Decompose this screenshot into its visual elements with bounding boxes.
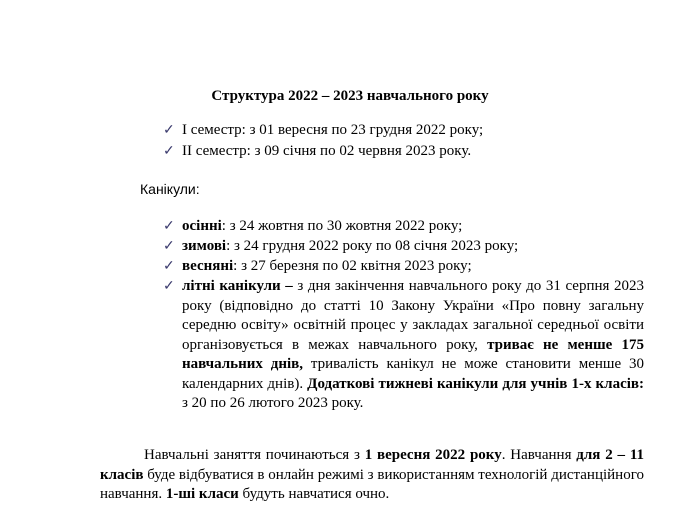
holidays-heading: Канікули: bbox=[140, 181, 200, 197]
checkmark-icon: ✓ bbox=[163, 144, 175, 159]
para-text-2: . Навчання bbox=[501, 447, 577, 463]
holiday-spring bbox=[182, 257, 472, 276]
page-title: Структура 2022 – 2023 навчального року bbox=[211, 88, 489, 104]
holiday-winter bbox=[182, 237, 518, 256]
para-text-1: Навчальні заняття починаються з bbox=[144, 447, 365, 463]
semester-2: ІІ семестр: з 09 січня по 02 червня 2023 року. bbox=[182, 143, 472, 159]
summer-bold-1: триває не менше 175 навчальних днів, bbox=[182, 336, 644, 372]
para-text-4: будуть навчатися очно. bbox=[238, 486, 390, 502]
checkmark-icon: ✓ bbox=[163, 123, 175, 138]
classes-start-paragraph bbox=[100, 446, 644, 505]
para-bold-2: для 2 – 11 класів bbox=[100, 447, 644, 483]
checkmark-icon: ✓ bbox=[163, 219, 175, 234]
holiday-name: зимові bbox=[182, 238, 227, 254]
para-bold-1: 1 вересня 2022 року bbox=[364, 447, 502, 463]
checkmark-icon: ✓ bbox=[163, 239, 175, 254]
summer-text-1: з дня закінчення навчального року до 31 серпня 2023 року (відповідно до статті 10 Закону України «Про повну загальну середню освіту» освітній процес у закладах загальної середньої освіти організовується в межах навчального року, bbox=[182, 278, 644, 353]
holiday-dates: : з 27 березня по 02 квітня 2023 року; bbox=[233, 258, 472, 274]
holiday-dates: : з 24 жовтня по 30 жовтня 2022 року; bbox=[221, 218, 463, 234]
holiday-name: весняні bbox=[182, 258, 234, 274]
para-text-3: буде відбуватися в онлайн режимі з використанням технологій дистанційного навчання. bbox=[100, 466, 644, 502]
checkmark-icon: ✓ bbox=[163, 279, 175, 294]
checkmark-icon: ✓ bbox=[163, 259, 175, 274]
summer-text-3: з 20 по 26 лютого 2023 року. bbox=[182, 395, 364, 411]
holiday-name: осінні bbox=[182, 218, 222, 234]
summer-bold-2: Додаткові тижневі канікули для учнів 1-х класів: bbox=[307, 375, 644, 392]
summer-text-2: тривалість канікул не може становити менше 30 календарних днів). bbox=[182, 356, 644, 392]
holiday-summer bbox=[182, 277, 644, 414]
semester-1: І семестр: з 01 вересня по 23 грудня 2022 року; bbox=[182, 122, 484, 138]
holiday-autumn bbox=[182, 217, 462, 236]
holiday-dates: : з 24 грудня 2022 року по 08 січня 2023 року; bbox=[226, 238, 519, 254]
holiday-name: літні канікули – bbox=[182, 278, 293, 294]
para-bold-3: 1-ші класи bbox=[165, 486, 239, 502]
